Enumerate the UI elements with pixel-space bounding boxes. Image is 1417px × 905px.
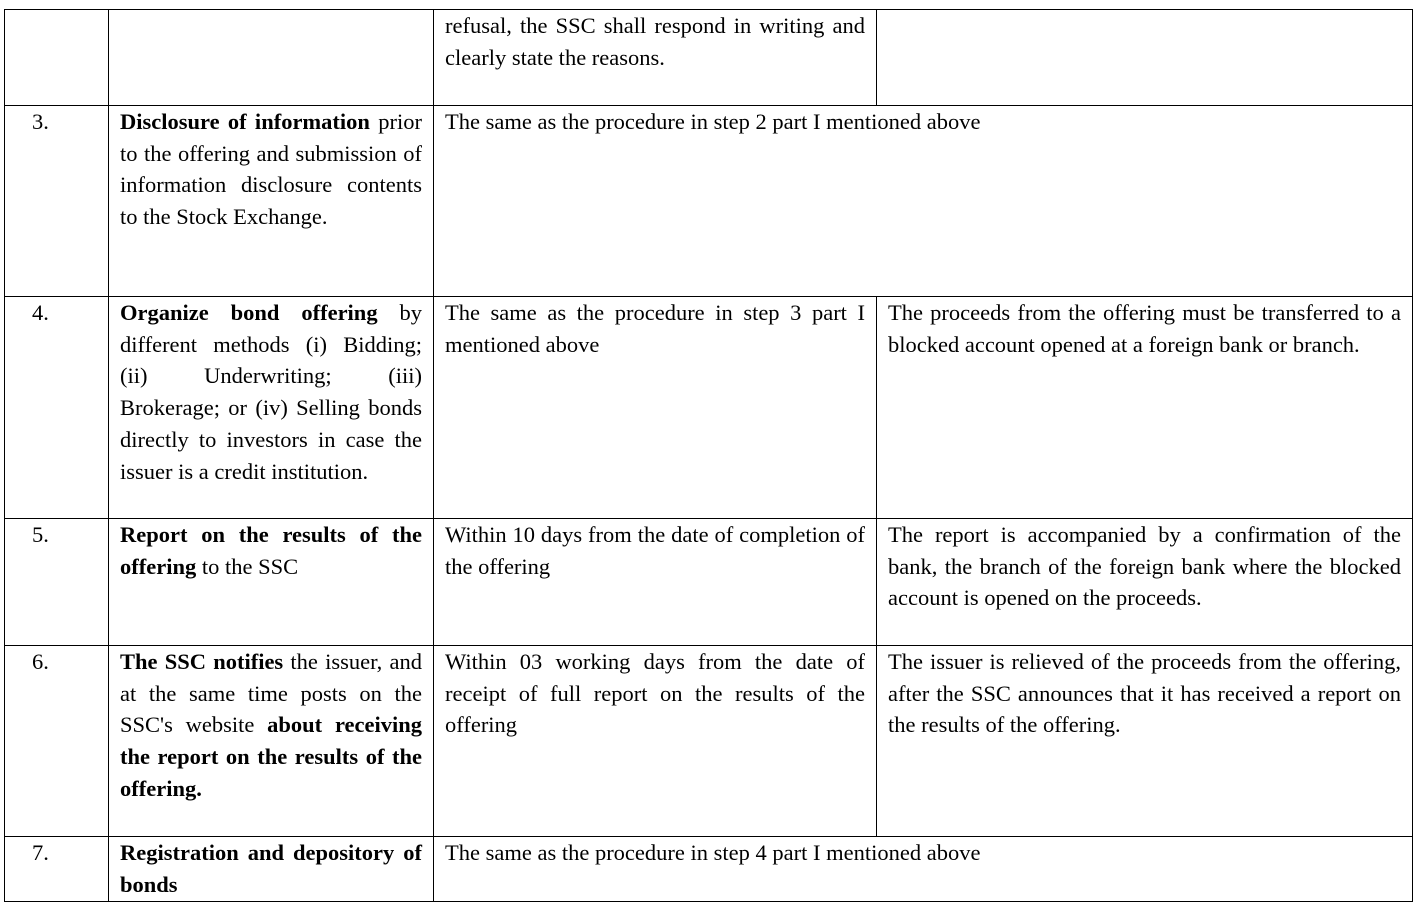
step-time-cell: Within 10 days from the date of completion of the offering: [434, 519, 877, 646]
procedure-table: [4, 9, 1413, 902]
step-note-cell: The report is accompanied by a confirmation of the bank, the branch of the foreign bank where the blocked account is opened on the proceeds.: [877, 519, 1413, 646]
table-row: [5, 646, 1413, 837]
step-number-cell: 6.: [5, 646, 109, 837]
step-title-bold: Organize bond offering: [120, 300, 378, 325]
step-description-cell: [109, 646, 434, 837]
step-time-cell: The same as the procedure in step 3 part I mentioned above: [434, 297, 877, 519]
step-merged-cell: The same as the procedure in step 4 part I mentioned above: [434, 837, 1413, 902]
step-time-cell: refusal, the SSC shall respond in writing and clearly state the reasons.: [434, 10, 877, 106]
step-time-cell: Within 03 working days from the date of receipt of full report on the results of the offering: [434, 646, 877, 837]
step-title-text: prior to the offering and submission of information disclosure contents to the Stock Exchange.: [120, 109, 422, 230]
step-number-cell: 3.: [5, 106, 109, 297]
step-number-cell: [5, 10, 109, 106]
table-row: [5, 10, 1413, 106]
step-title-bold: Disclosure of information: [120, 109, 370, 134]
step-title-text: the issuer, and at the same time posts on the SSC's website: [120, 649, 422, 738]
step-description-cell: [109, 297, 434, 519]
step-number-cell: 7.: [5, 837, 109, 902]
step-merged-cell: The same as the procedure in step 2 part I mentioned above: [434, 106, 1413, 297]
step-note-cell: The proceeds from the offering must be transferred to a blocked account opened at a foreign bank or branch.: [877, 297, 1413, 519]
step-note-cell: The issuer is relieved of the proceeds from the offering, after the SSC announces that it has received a report on the results of the offering.: [877, 646, 1413, 837]
step-title-bold-2: about receiving the report on the results of the offering.: [120, 712, 422, 801]
table-row: [5, 106, 1413, 297]
step-description-cell: [109, 10, 434, 106]
step-title-text: to the SSC: [196, 553, 299, 579]
step-title-bold: Report on the results of the offering: [120, 522, 422, 579]
step-title-bold: Registration and depository of bonds: [120, 840, 422, 897]
step-description-cell: [109, 106, 434, 297]
step-number-cell: 4.: [5, 297, 109, 519]
step-title-text: by different methods (i) Bidding; (ii) Underwriting; (iii) Brokerage; or (iv) Selling bonds directly to investors in case the issuer is a credit institution.: [120, 300, 422, 484]
step-title-bold: The SSC notifies: [120, 649, 284, 674]
table-row: [5, 297, 1413, 519]
table-row: [5, 837, 1413, 902]
table-row: [5, 519, 1413, 646]
step-description-cell: [109, 519, 434, 646]
step-note-cell: [877, 10, 1413, 106]
step-number-cell: 5.: [5, 519, 109, 646]
step-description-cell: [109, 837, 434, 902]
